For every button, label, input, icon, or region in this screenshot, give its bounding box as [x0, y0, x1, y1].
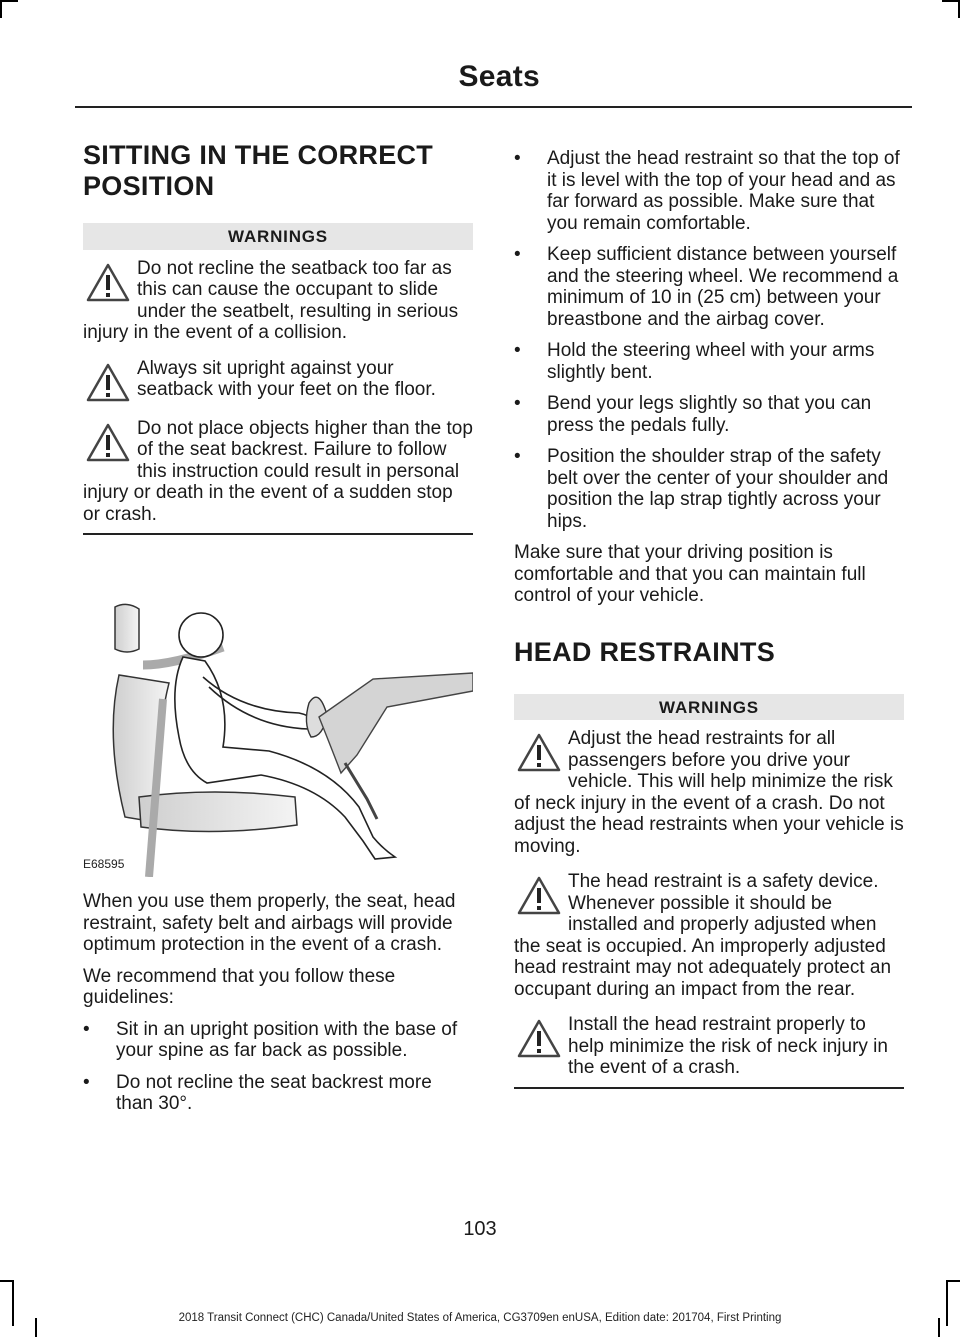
- warning-text: Do not recline the seatback too far as this can cause the occupant to slide under the seatbelt, resulting in serious injury in the event of a collision.: [83, 257, 459, 343]
- warning-item: [83, 418, 473, 526]
- bullet-glyph: •: [83, 1018, 90, 1040]
- header-divider: [75, 106, 912, 108]
- crop-mark: [0, 1280, 14, 1282]
- warnings-header: WARNINGS: [514, 694, 904, 721]
- list-item: • Bend your legs slightly so that you can press the pedals fully.: [514, 393, 872, 436]
- body-paragraph: Make sure that your driving position is comfortable and that you can maintain full control of your vehicle.: [514, 542, 866, 606]
- warnings-end-rule: [514, 1087, 904, 1089]
- list-item: • Do not recline the seat backrest more than 30°.: [83, 1071, 432, 1114]
- seating-position-illustration: [83, 587, 473, 877]
- warning-text: The head restraint is a safety device. Whenever possible it should be installed and properly adjusted when the seat is occupied. An improperly adjusted head restraint may not adequately protect an occupant during an impact from the rear.: [514, 871, 892, 1000]
- warnings-header: WARNINGS: [83, 223, 473, 250]
- warning-triangle-icon: [85, 362, 131, 404]
- warning-triangle-icon: [516, 1018, 562, 1060]
- warning-item: [83, 258, 473, 344]
- warning-triangle-icon: [85, 262, 131, 304]
- warning-item: [83, 358, 473, 404]
- page-footer: 2018 Transit Connect (CHC) Canada/United States of America, CG3709en enUSA, Edition date: 201704, First Printing: [178, 1312, 782, 1324]
- warning-text: Adjust the head restraints for all passengers before you drive your vehicle. This will help minimize the risk of neck injury in the event of a crash. Do not adjust the head restraints when your vehicle is moving.: [514, 728, 904, 857]
- warning-item: [514, 871, 904, 1000]
- figure-code: E68595: [83, 856, 125, 871]
- bullet-glyph: •: [514, 148, 521, 169]
- body-paragraph: We recommend that you follow these guidelines:: [83, 965, 396, 1008]
- warning-item: [514, 728, 904, 857]
- guideline-list-continued: [514, 148, 904, 532]
- bullet-glyph: •: [514, 340, 521, 361]
- list-item: • Hold the steering wheel with your arms slightly bent.: [514, 340, 875, 383]
- driver-seated-figure: [83, 587, 473, 877]
- warning-text: Install the head restraint properly to help minimize the risk of neck injury in the event of a crash.: [568, 1014, 888, 1078]
- bullet-glyph: •: [514, 244, 521, 265]
- crop-mark: [942, 0, 960, 2]
- bullet-glyph: •: [514, 393, 521, 414]
- crop-mark: [0, 0, 18, 2]
- list-item: • Position the shoulder strap of the safety belt over the center of your shoulder and position the lap strap tightly across your hips.: [514, 446, 889, 532]
- right-column: [514, 148, 904, 1089]
- warning-triangle-icon: [516, 875, 562, 917]
- warnings-end-rule: [83, 533, 473, 535]
- warning-triangle-icon: [516, 732, 562, 774]
- left-column: [83, 140, 473, 1125]
- warning-text: Always sit upright against your seatback with your feet on the floor.: [137, 357, 436, 400]
- list-item: • Keep sufficient distance between yourself and the steering wheel. We recommend a minimum of 10 in (25 cm) between your breastbone and the airbag cover.: [514, 244, 899, 330]
- bullet-glyph: •: [514, 446, 521, 467]
- warning-triangle-icon: [85, 422, 131, 464]
- page-number: 103: [463, 1218, 497, 1240]
- list-item: • Sit in an upright position with the base of your spine as far back as possible.: [83, 1018, 458, 1061]
- body-paragraph: When you use them properly, the seat, head restraint, safety belt and airbags will provide optimum protection in the event of a crash.: [83, 891, 456, 955]
- section-heading-head-restraints: HEAD RESTRAINTS: [514, 636, 776, 667]
- list-item: • Adjust the head restraint so that the top of it is level with the top of your head and as far forward as possible. Make sure that you remain comfortable.: [514, 148, 900, 234]
- section-heading-sitting-position: SITTING IN THE CORRECT POSITION: [83, 140, 434, 201]
- crop-mark: [0, 0, 2, 18]
- guideline-list: [83, 1019, 473, 1115]
- bullet-glyph: •: [83, 1071, 90, 1093]
- page-header-title: Seats: [458, 60, 540, 93]
- warning-item: [514, 1014, 904, 1079]
- crop-mark: [946, 1280, 960, 1282]
- warning-text: Do not place objects higher than the top of the seat backrest. Failure to follow this instruction could result in personal injury or death in the event of a sudden stop or crash.: [83, 417, 473, 525]
